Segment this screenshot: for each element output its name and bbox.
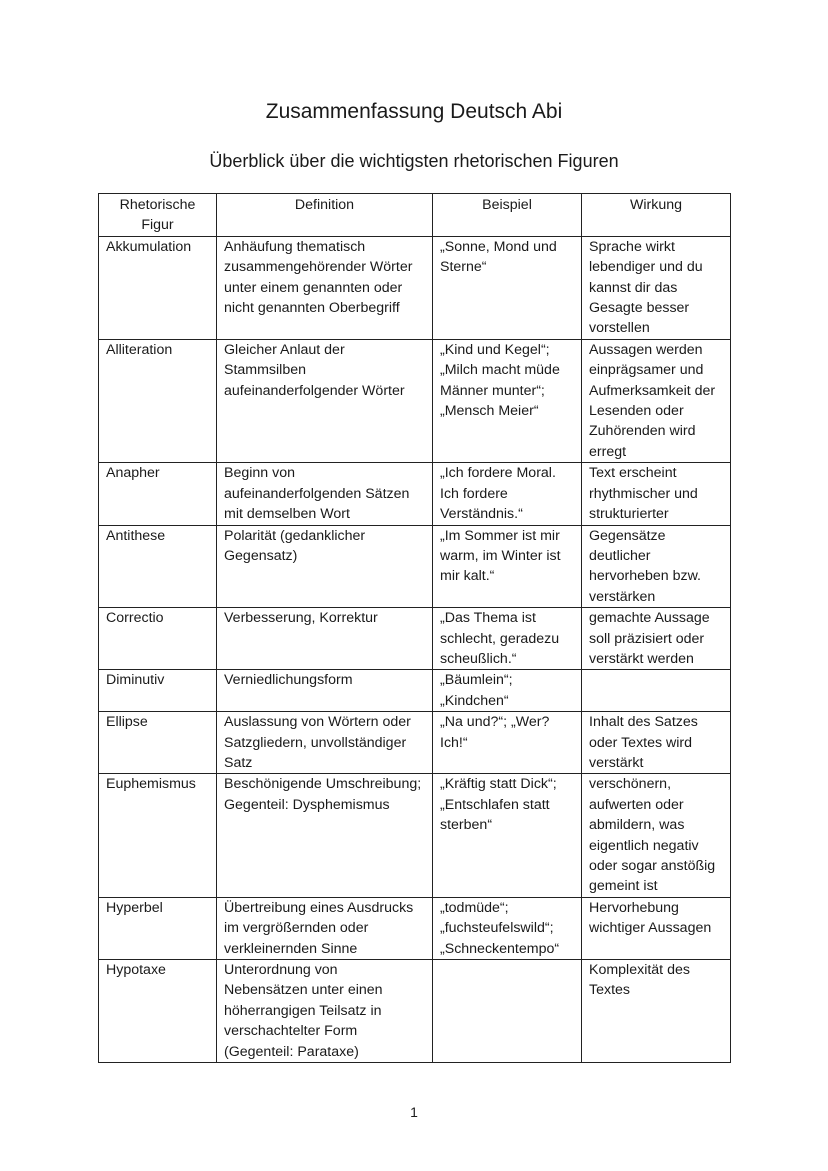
rhetorical-figures-table [98,193,731,1063]
page-subtitle: Überblick über die wichtigsten rhetorischen Figuren [209,151,619,171]
cell-example [433,960,582,1063]
cell-definition: Beschönigende Umschreibung; Gegenteil: Dysphemismus [217,774,433,897]
table-row [99,525,731,608]
cell-example: „Na und?“; „Wer? Ich!“ [433,712,582,774]
cell-definition: Anhäufung thematisch zusammengehörender Wörter unter einem genannten oder nicht genannten Oberbegriff [217,236,433,339]
cell-effect: gemachte Aussage soll präzisiert oder verstärkt werden [582,608,731,670]
header-definition: Definition [217,194,433,237]
table-row [99,960,731,1063]
cell-definition: Gleicher Anlaut der Stammsilben aufeinanderfolgender Wörter [217,339,433,462]
cell-figure: Ellipse [99,712,217,774]
cell-definition: Verbesserung, Korrektur [217,608,433,670]
cell-example: „Das Thema ist schlecht, geradezu scheußlich.“ [433,608,582,670]
cell-figure: Akkumulation [99,236,217,339]
cell-effect: Sprache wirkt lebendiger und du kannst dir das Gesagte besser vorstellen [582,236,731,339]
cell-example: „Im Sommer ist mir warm, im Winter ist mir kalt.“ [433,525,582,608]
table-row [99,774,731,897]
cell-definition: Beginn von aufeinanderfolgenden Sätzen mit demselben Wort [217,463,433,525]
table-row [99,608,731,670]
cell-example: „Kräftig statt Dick“; „Entschlafen statt sterben“ [433,774,582,897]
cell-example: „Kind und Kegel“; „Milch macht müde Männer munter“; „Mensch Meier“ [433,339,582,462]
cell-figure: Hypotaxe [99,960,217,1063]
cell-effect [582,670,731,712]
cell-example: „Sonne, Mond und Sterne“ [433,236,582,339]
cell-figure: Hyperbel [99,897,217,959]
cell-definition: Polarität (gedanklicher Gegensatz) [217,525,433,608]
cell-definition: Unterordnung von Nebensätzen unter einen höherrangigen Teilsatz in verschachtelter Form (Gegenteil: Parataxe) [217,960,433,1063]
header-example: Beispiel [433,194,582,237]
table-row [99,236,731,339]
header-figure: Rhetorische Figur [99,194,217,237]
cell-figure: Correctio [99,608,217,670]
cell-effect: Aussagen werden einprägsamer und Aufmerksamkeit der Lesenden oder Zuhörenden wird erregt [582,339,731,462]
cell-effect: Hervorhebung wichtiger Aussagen [582,897,731,959]
table-row [99,670,731,712]
table-row [99,463,731,525]
table-header-row [99,194,731,237]
cell-example: „Bäumlein“; „Kindchen“ [433,670,582,712]
cell-effect: Gegensätze deutlicher hervorheben bzw. verstärken [582,525,731,608]
cell-effect: Komplexität des Textes [582,960,731,1063]
cell-figure: Diminutiv [99,670,217,712]
cell-effect: Inhalt des Satzes oder Textes wird verstärkt [582,712,731,774]
cell-definition: Übertreibung eines Ausdrucks im vergrößernden oder verkleinernden Sinne [217,897,433,959]
cell-figure: Anapher [99,463,217,525]
header-effect: Wirkung [582,194,731,237]
table-row [99,339,731,462]
cell-definition: Auslassung von Wörtern oder Satzgliedern, unvollständiger Satz [217,712,433,774]
cell-definition: Verniedlichungsform [217,670,433,712]
cell-example: „Ich fordere Moral. Ich fordere Verständnis.“ [433,463,582,525]
cell-figure: Antithese [99,525,217,608]
cell-effect: Text erscheint rhythmischer und strukturierter [582,463,731,525]
cell-figure: Euphemismus [99,774,217,897]
cell-example: „todmüde“; „fuchsteufelswild“; „Schneckentempo“ [433,897,582,959]
page-title: Zusammenfassung Deutsch Abi [265,100,563,123]
page-number: 1 [410,1104,418,1120]
cell-figure: Alliteration [99,339,217,462]
table-row [99,897,731,959]
table-row [99,712,731,774]
cell-effect: verschönern, aufwerten oder abmildern, was eigentlich negativ oder sogar anstößig gemeint ist [582,774,731,897]
